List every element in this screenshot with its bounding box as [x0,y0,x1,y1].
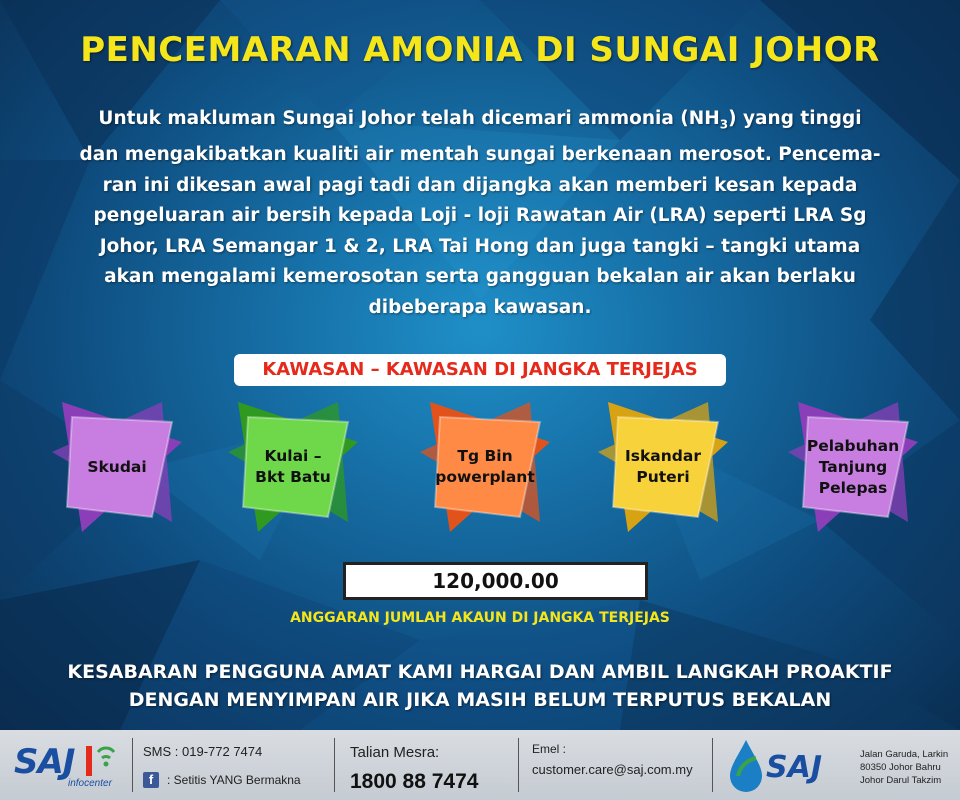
area-kulai-bkt-batu [218,392,368,542]
intro-line-5: Johor, LRA Semangar 1 & 2, LRA Tai Hong dan juga tangki – tangki utama [99,235,861,257]
intro-line-7: dibeberapa kawasan. [368,296,592,318]
hotline-label: Talian Mesra: [350,744,440,761]
infocenter-text: infocenter [68,778,112,789]
sms-contact: SMS : 019-772 7474 [143,744,263,759]
area-skudai [42,392,192,542]
page-title: PENCEMARAN AMONIA DI SUNGAI JOHOR [80,30,880,70]
facebook-label: : Setitis YANG Bermakna [167,773,301,787]
footer-divider [334,738,335,792]
intro-line-1b: ) yang tinggi [728,108,862,129]
intro-line-4: pengeluaran air bersih kepada Loji - loji Rawatan Air (LRA) seperti LRA Sg [93,205,867,227]
footer-divider [518,738,519,792]
intro-line-2: dan mengakibatkan kualiti air mentah sungai berkenaan merosot. Pencema- [79,144,881,166]
saj-logo-text: SAJ [766,750,822,785]
intro-subscript: 3 [719,117,729,132]
closing-line-1: KESABARAN PENGGUNA AMAT KAMI HARGAI DAN AMBIL LANGKAH PROAKTIF [67,661,893,683]
water-drop-icon [726,738,766,794]
area-label: Skudai [87,457,147,476]
infocenter-signal-icon [84,742,124,782]
address-block [860,748,956,787]
area-tg-bin-powerplant [410,392,560,542]
closing-message [40,658,920,714]
intro-line-1a: Untuk makluman Sungai Johor telah dicemari ammonia (NH [98,108,720,129]
hotline-number[interactable]: 1800 88 7474 [350,770,479,793]
saj-logo-text: SAJ [14,742,75,782]
saj-logo [726,738,836,794]
footer-divider [712,738,713,792]
area-iskandar-puteri [588,392,738,542]
estimated-accounts-caption: ANGGARAN JUMLAH AKAUN DI JANGKA TERJEJAS [290,610,670,626]
address-line-2: 80350 Johor Bahru [860,762,941,773]
area-label: Iskandar Puteri [625,447,701,486]
area-pelabuhan-tanjung-pelepas [778,392,928,542]
closing-line-2: DENGAN MENYIMPAN AIR JIKA MASIH BELUM TERPUTUS BEKALAN [128,689,832,711]
affected-areas-banner: KAWASAN – KAWASAN DI JANGKA TERJEJAS [234,354,726,386]
intro-line-3: ran ini dikesan awal pagi tadi dan dijangka akan memberi kesan kepada [102,174,858,196]
facebook-icon: f [143,772,159,788]
email-link[interactable]: customer.care@saj.com.my [532,762,693,777]
area-label: Kulai – Bkt Batu [255,447,331,486]
area-label: Tg Bin powerplant [435,447,535,486]
estimated-accounts-value: 120,000.00 [343,562,648,600]
footer-divider [132,738,133,792]
intro-line-6: akan mengalami kemerosotan serta gangguan bekalan air akan berlaku [104,266,856,288]
address-line-1: Jalan Garuda, Larkin [860,749,949,760]
intro-paragraph [70,104,890,323]
facebook-contact[interactable] [143,772,301,788]
area-label: Pelabuhan Tanjung Pelepas [806,436,900,497]
address-line-3: Johor Darul Takzim [860,775,942,786]
footer-bar [0,730,960,800]
email-label: Emel : [532,742,567,756]
saj-infocenter-logo [14,740,129,790]
